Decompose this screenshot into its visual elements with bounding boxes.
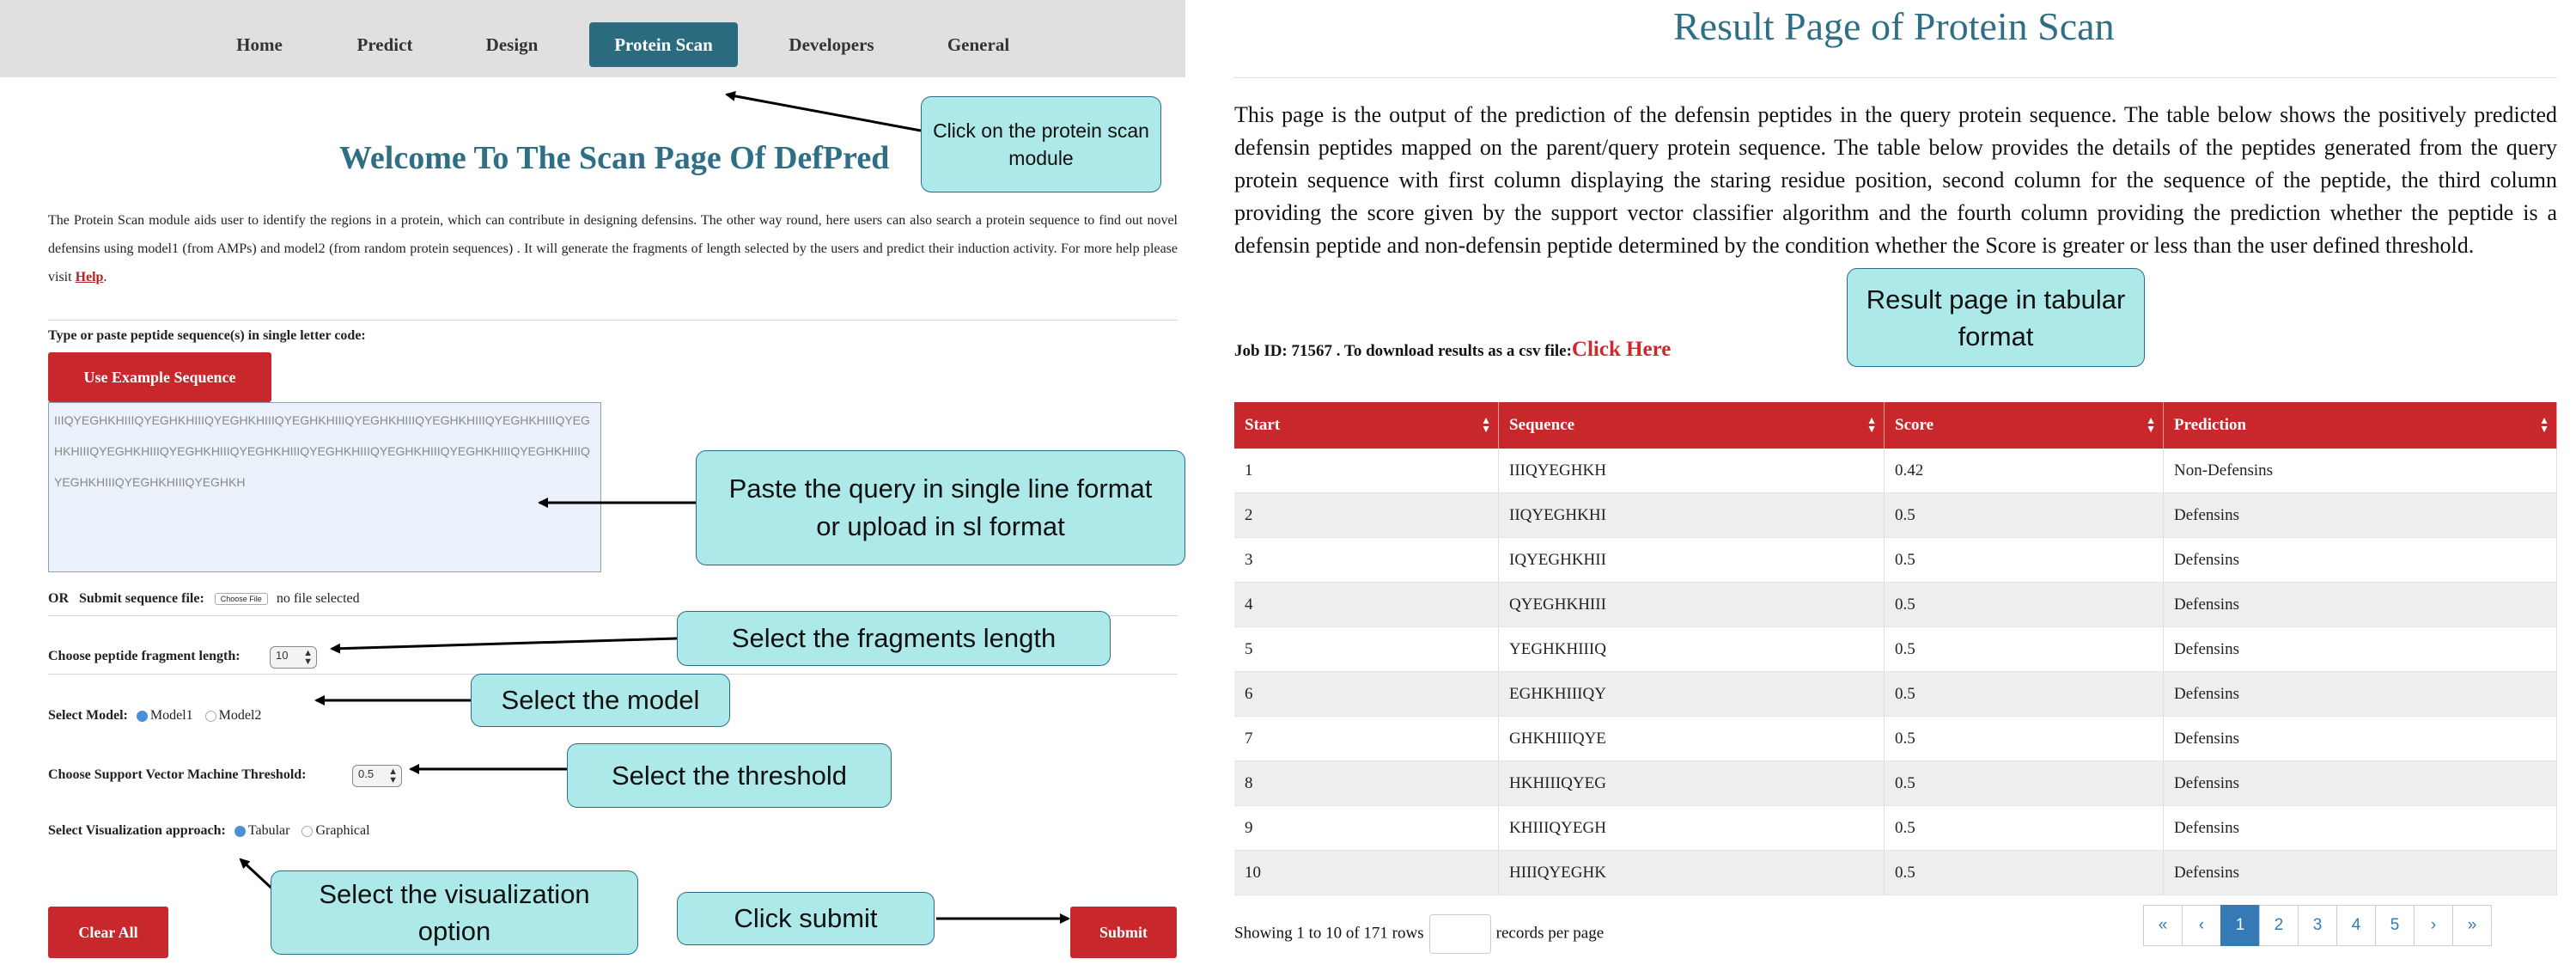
cell-prediction: Defensins bbox=[2164, 583, 2557, 627]
callout-threshold: Select the threshold bbox=[567, 743, 892, 808]
job-id-text: Job ID: 71567 . To download results as a csv file: bbox=[1234, 342, 1572, 360]
pagination bbox=[2144, 905, 2492, 946]
or-label: OR bbox=[48, 591, 69, 606]
table-row bbox=[1234, 672, 2557, 717]
cell-sequence: QYEGHKHIII bbox=[1499, 583, 1885, 627]
cell-sequence: IQYEGHKHII bbox=[1499, 538, 1885, 583]
result-description: This page is the output of the prediction of the defensin peptides in the query protein sequence. The table below shows the positively predicted defensin peptides mapped on the parent/query protein sequence. The table below provides the details of the peptides generated from the query protein sequence with first column displaying the staring residue position, second column for the sequence of the peptide, the third column providing the score given by the support vector classifier algorithm and the fourth column providing the prediction whether the peptide is a defensin peptide and non-defensin peptide determined by the condition whether the Score is greater or less than the user defined threshold. bbox=[1234, 102, 2557, 258]
viz-label: Select Visualization approach: bbox=[48, 823, 226, 838]
arrow-protein-scan bbox=[727, 95, 921, 131]
cell-prediction: Defensins bbox=[2164, 493, 2557, 538]
cell-start: 5 bbox=[1234, 627, 1499, 672]
nav-home[interactable]: Home bbox=[236, 34, 283, 55]
cell-prediction: Defensins bbox=[2164, 538, 2557, 583]
page-4-button[interactable]: 4 bbox=[2336, 905, 2376, 946]
paste-label: Type or paste peptide sequence(s) in single letter code: bbox=[48, 328, 366, 343]
divider bbox=[1234, 77, 2557, 78]
column-header-start[interactable] bbox=[1234, 402, 1499, 449]
first-page-button[interactable]: « bbox=[2143, 905, 2183, 946]
page-3-button[interactable]: 3 bbox=[2298, 905, 2337, 946]
cell-sequence: HIIIQYEGHK bbox=[1499, 851, 1885, 895]
table-row bbox=[1234, 583, 2557, 627]
stepper-icon: ▲ ▼ bbox=[388, 767, 398, 785]
fragment-label: Choose peptide fragment length: bbox=[48, 649, 241, 663]
download-csv-link[interactable]: Click Here bbox=[1571, 338, 1672, 361]
nav-general[interactable]: General bbox=[947, 34, 1010, 55]
submit-button[interactable]: Submit bbox=[1070, 907, 1177, 958]
cell-sequence: EGHKHIIIQY bbox=[1499, 672, 1885, 717]
nav-design[interactable]: Design bbox=[485, 34, 539, 55]
cell-start: 7 bbox=[1234, 717, 1499, 761]
showing-rows-text: Showing 1 to 10 of 171 rows bbox=[1234, 924, 1424, 943]
nav-protein-scan[interactable]: Protein Scan bbox=[589, 22, 738, 67]
page-2-button[interactable]: 2 bbox=[2259, 905, 2299, 946]
table-row bbox=[1234, 627, 2557, 672]
callout-result: Result page in tabular format bbox=[1847, 268, 2145, 367]
cell-prediction: Defensins bbox=[2164, 806, 2557, 851]
intro-end: . bbox=[103, 270, 107, 284]
next-page-button[interactable]: › bbox=[2414, 905, 2453, 946]
page-title: Welcome To The Scan Page Of DefPred bbox=[339, 140, 890, 176]
results-table bbox=[1234, 402, 2557, 895]
model-label: Select Model: bbox=[48, 708, 128, 723]
table-row bbox=[1234, 717, 2557, 761]
cell-prediction: Defensins bbox=[2164, 627, 2557, 672]
callout-paste-query: Paste the query in single line format or upload in sl format bbox=[696, 450, 1185, 565]
submit-file-label: Submit sequence file: bbox=[79, 591, 204, 606]
nav-predict[interactable]: Predict bbox=[356, 34, 413, 55]
table-row bbox=[1234, 806, 2557, 851]
cell-sequence: IIIQYEGHKH bbox=[1499, 449, 1885, 493]
page-1-button[interactable]: 1 bbox=[2220, 905, 2260, 946]
stepper-icon: ▲ ▼ bbox=[303, 648, 313, 667]
cell-score: 0.5 bbox=[1885, 493, 2164, 538]
tabular-label: Tabular bbox=[247, 823, 290, 838]
column-label: Sequence bbox=[1509, 416, 1574, 434]
sort-icon: ▲ ▼ bbox=[1867, 414, 1877, 435]
model2-label: Model2 bbox=[218, 708, 262, 723]
prev-page-button[interactable]: ‹ bbox=[2182, 905, 2221, 946]
sort-icon: ▲ ▼ bbox=[2146, 414, 2156, 435]
cell-sequence: YEGHKHIIIQ bbox=[1499, 627, 1885, 672]
table-row bbox=[1234, 851, 2557, 895]
choose-file-button[interactable]: Choose File bbox=[215, 593, 268, 605]
cell-prediction: Defensins bbox=[2164, 761, 2557, 806]
records-per-page-input[interactable] bbox=[1429, 914, 1491, 954]
table-row bbox=[1234, 493, 2557, 538]
cell-prediction: Defensins bbox=[2164, 851, 2557, 895]
fragment-length-value: 10 bbox=[276, 649, 289, 662]
cell-score: 0.5 bbox=[1885, 761, 2164, 806]
cell-start: 8 bbox=[1234, 761, 1499, 806]
help-link[interactable]: Help bbox=[75, 270, 104, 284]
column-label: Prediction bbox=[2174, 416, 2247, 434]
cell-sequence: GHKHIIIQYE bbox=[1499, 717, 1885, 761]
cell-start: 2 bbox=[1234, 493, 1499, 538]
cell-score: 0.5 bbox=[1885, 538, 2164, 583]
records-per-page-label: records per page bbox=[1495, 924, 1605, 943]
column-header-sequence[interactable] bbox=[1499, 402, 1885, 449]
cell-score: 0.5 bbox=[1885, 806, 2164, 851]
table-footer bbox=[1234, 914, 1604, 954]
cell-start: 10 bbox=[1234, 851, 1499, 895]
table-row bbox=[1234, 449, 2557, 493]
nav-developers[interactable]: Developers bbox=[789, 34, 874, 55]
cell-prediction: Defensins bbox=[2164, 717, 2557, 761]
column-label: Start bbox=[1245, 416, 1281, 434]
callout-fragment: Select the fragments length bbox=[677, 611, 1111, 666]
sequence-input[interactable]: IIIQYEGHKHIIIQYEGHKHIIIQYEGHKHIIIQYEGHKHIIIQYEGHKHIIIQYEGHKHIIIQYEGHKHIIIQYEGHKHIIIQYEGHKHIIIQYEGHKHIIIQYEGHKHIIIQYEGHKHIIIQYEGHKHIIIQYEGHKHIIIQYEGHKHIIIQYEGHKHIIIQYEGHKHIIIQYEGHKH bbox=[48, 402, 601, 572]
cell-start: 1 bbox=[1234, 449, 1499, 493]
sort-icon: ▲ ▼ bbox=[2539, 414, 2549, 435]
cell-prediction: Defensins bbox=[2164, 672, 2557, 717]
callout-protein-scan: Click on the protein scan module bbox=[921, 96, 1161, 192]
cell-start: 9 bbox=[1234, 806, 1499, 851]
page-5-button[interactable]: 5 bbox=[2375, 905, 2415, 946]
cell-sequence: IIQYEGHKHI bbox=[1499, 493, 1885, 538]
table-row bbox=[1234, 761, 2557, 806]
job-line bbox=[1234, 338, 1671, 362]
cell-score: 0.5 bbox=[1885, 583, 2164, 627]
cell-score: 0.5 bbox=[1885, 627, 2164, 672]
result-title: Result Page of Protein Scan bbox=[1673, 4, 2115, 48]
cell-score: 0.5 bbox=[1885, 851, 2164, 895]
threshold-value: 0.5 bbox=[358, 767, 375, 780]
cell-prediction: Non-Defensins bbox=[2164, 449, 2557, 493]
arrow-fragment bbox=[332, 638, 677, 649]
cell-start: 3 bbox=[1234, 538, 1499, 583]
graphical-label: Graphical bbox=[315, 823, 370, 838]
cell-sequence: KHIIIQYEGH bbox=[1499, 806, 1885, 851]
cell-start: 4 bbox=[1234, 583, 1499, 627]
cell-score: 0.5 bbox=[1885, 672, 2164, 717]
cell-score: 0.42 bbox=[1885, 449, 2164, 493]
model1-label: Model1 bbox=[149, 708, 193, 723]
cell-start: 6 bbox=[1234, 672, 1499, 717]
clear-all-button[interactable]: Clear All bbox=[48, 907, 168, 958]
column-label: Score bbox=[1895, 416, 1934, 434]
column-header-prediction[interactable] bbox=[2164, 402, 2557, 449]
intro-body: The Protein Scan module aids user to identify the regions in a protein, which can contribute in designing defensins. The other way round, here users can also search a protein sequence to find out novel defensins using model1 (from AMPs) and model2 (from random protein sequences) . It will generate the fragments of length selected by the users and predict their induction activity. For more help please visit bbox=[48, 213, 1178, 284]
cell-sequence: HKHIIIQYEG bbox=[1499, 761, 1885, 806]
callout-visualization: Select the visualization option bbox=[271, 870, 638, 955]
threshold-label: Choose Support Vector Machine Threshold: bbox=[48, 767, 307, 782]
last-page-button[interactable]: » bbox=[2452, 905, 2492, 946]
sort-icon: ▲ ▼ bbox=[1481, 414, 1491, 435]
no-file-text: no file selected bbox=[276, 591, 360, 606]
use-example-button[interactable]: Use Example Sequence bbox=[48, 352, 271, 402]
callout-model: Select the model bbox=[471, 674, 730, 727]
table-row bbox=[1234, 538, 2557, 583]
column-header-score[interactable] bbox=[1885, 402, 2164, 449]
callout-submit: Click submit bbox=[677, 892, 935, 945]
cell-score: 0.5 bbox=[1885, 717, 2164, 761]
